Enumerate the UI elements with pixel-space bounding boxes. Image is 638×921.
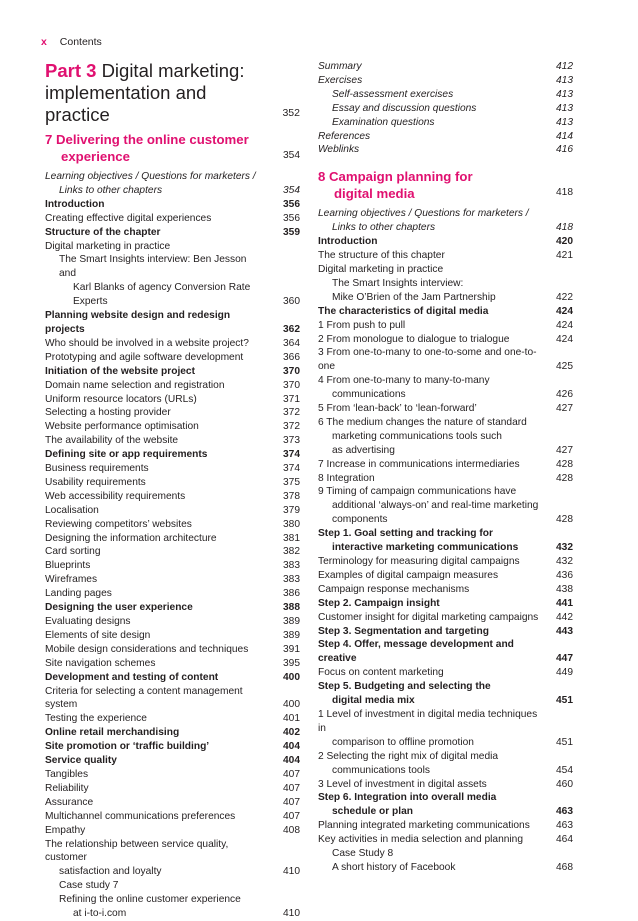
- toc-entry: [45, 726, 300, 740]
- entry-title: Reliability: [45, 782, 89, 794]
- entry-title: Step 5. Budgeting and selecting the: [318, 681, 491, 693]
- entry-page: 443: [556, 625, 573, 637]
- toc-entry: [45, 448, 300, 462]
- toc-entry: [318, 569, 573, 583]
- entry-page: 395: [283, 657, 300, 669]
- toc-entry: [45, 351, 300, 365]
- toc-entry: [318, 416, 573, 458]
- toc-entry: [318, 708, 573, 750]
- toc-entry: [45, 601, 300, 615]
- entry-title: The Smart Insights interview:: [332, 277, 464, 289]
- entry-title-continued: additional ‘always-on’ and real-time marketing: [332, 500, 539, 512]
- toc-entry: [45, 198, 300, 212]
- toc-list: [45, 170, 300, 921]
- entry-page: 427: [556, 403, 573, 415]
- entry-title: 1 Level of investment in digital media techniques in: [318, 708, 538, 734]
- entry-page: 413: [556, 88, 573, 100]
- entry-page: 425: [556, 361, 573, 373]
- entry-title: The availability of the website: [45, 435, 179, 447]
- entry-page: 424: [556, 319, 573, 331]
- entry-title: Weblinks: [318, 144, 360, 156]
- toc-entry: [318, 791, 573, 819]
- entry-title: Online retail merchandising: [45, 727, 180, 739]
- entry-title: Assurance: [45, 796, 94, 808]
- part-number: Part 3: [45, 60, 97, 81]
- entry-title: Planning website design and redesign projects: [45, 310, 231, 335]
- toc-entry: [318, 847, 573, 861]
- entry-page: 381: [283, 532, 300, 544]
- chapter-title-line2: digital media: [334, 185, 415, 201]
- entry-title: 3 From one-to-many to one-to-some and one-to-one: [318, 347, 537, 373]
- entry-page: 410: [283, 908, 300, 920]
- entry-title: Multichannel communications preferences: [45, 810, 236, 822]
- entry-title: Web accessibility requirements: [45, 490, 186, 502]
- toc-entry: [318, 102, 573, 116]
- toc-entry: [318, 485, 573, 527]
- entry-page: 416: [556, 144, 573, 156]
- toc-entry: [45, 643, 300, 657]
- entry-title: Step 3. Segmentation and targeting: [318, 625, 489, 637]
- entry-title: 3 Level of investment in digital assets: [318, 778, 487, 790]
- entry-title: Digital marketing in practice: [318, 263, 444, 275]
- entry-page: 388: [283, 602, 300, 614]
- entry-title: 2 Selecting the right mix of digital media: [318, 750, 499, 762]
- entry-title: The Smart Insights interview: Ben Jesson and: [59, 254, 247, 280]
- entry-title-continued: components: [332, 514, 388, 526]
- entry-page: 421: [556, 250, 573, 262]
- toc-entry: [45, 824, 300, 838]
- entry-title-continued: communications: [332, 389, 406, 401]
- entry-page: 447: [556, 653, 573, 665]
- toc-entry: [45, 615, 300, 629]
- entry-title: Domain name selection and registration: [45, 379, 225, 391]
- entry-title-continued: interactive marketing communications: [332, 542, 519, 554]
- entry-title: Refining the online customer experience: [59, 894, 241, 906]
- entry-page: 374: [283, 463, 300, 475]
- entry-page: 414: [556, 130, 573, 142]
- entry-page: 407: [283, 782, 300, 794]
- entry-title-continued: communications tools: [332, 764, 430, 776]
- entry-title: Designing the information architecture: [45, 532, 217, 544]
- entry-page: 407: [283, 768, 300, 780]
- toc-entry: [318, 130, 573, 144]
- entry-page: 404: [283, 755, 300, 767]
- toc-entry: [45, 559, 300, 573]
- toc-column-left: [45, 60, 300, 921]
- toc-entry: [318, 625, 573, 639]
- entry-title: 4 From one-to-many to many-to-many: [318, 375, 490, 387]
- entry-page: 407: [283, 810, 300, 822]
- entry-page: 438: [556, 583, 573, 595]
- entry-title: 7 Increase in communications intermediaries: [318, 458, 520, 470]
- entry-title-continued: marketing communications tools such: [332, 430, 502, 442]
- toc-entry: [45, 420, 300, 434]
- entry-title: Uniform resource locators (URLs): [45, 393, 197, 405]
- entry-page: 432: [556, 542, 573, 554]
- chapter-title-line1: 7 Delivering the online customer: [45, 132, 249, 147]
- entry-page: 463: [556, 820, 573, 832]
- entry-page: 354: [283, 184, 300, 196]
- toc-entry: [318, 143, 573, 157]
- entry-title: 2 From monologue to dialogue to trialogue: [318, 333, 510, 345]
- entry-title: Exercises: [318, 74, 363, 86]
- entry-page: 432: [556, 556, 573, 567]
- toc-entry: [45, 393, 300, 407]
- entry-title: Defining site or app requirements: [45, 449, 208, 461]
- entry-page: 359: [283, 226, 300, 238]
- entry-page: 449: [556, 667, 573, 679]
- entry-page: 454: [556, 764, 573, 776]
- entry-title: Introduction: [318, 236, 378, 248]
- entry-page: 383: [283, 574, 300, 586]
- entry-title: A short history of Facebook: [332, 861, 456, 873]
- toc-entry: [318, 60, 573, 74]
- toc-entry: [318, 116, 573, 130]
- entry-title: Wireframes: [45, 574, 98, 586]
- entry-title: Planning integrated marketing communications: [318, 820, 530, 832]
- toc-entry: [45, 170, 300, 198]
- toc-entry: [45, 379, 300, 393]
- part-heading: [45, 60, 300, 126]
- entry-title: Self-assessment exercises: [332, 88, 454, 100]
- entry-title: Campaign response mechanisms: [318, 583, 470, 595]
- toc-entry: [318, 472, 573, 486]
- entry-title: Evaluating designs: [45, 616, 131, 627]
- entry-page: 426: [556, 389, 573, 401]
- toc-entry: [45, 796, 300, 810]
- entry-title: 6 The medium changes the nature of standard: [318, 416, 527, 428]
- part-page: 352: [282, 107, 300, 119]
- toc-entry: [318, 235, 573, 249]
- entry-page: 436: [556, 569, 573, 581]
- entry-title-continued: as advertising: [332, 444, 395, 456]
- entry-title: 8 Integration: [318, 472, 375, 484]
- toc-entry: [318, 750, 573, 778]
- entry-title: Mike O’Brien of the Jam Partnership: [332, 291, 496, 303]
- entry-title: 1 From push to pull: [318, 319, 406, 331]
- entry-title: Essay and discussion questions: [332, 102, 477, 114]
- chapter-page: 418: [556, 186, 573, 198]
- entry-page: 441: [556, 597, 573, 609]
- entry-page: 413: [556, 74, 573, 86]
- toc-entry: [45, 754, 300, 768]
- chapter-page: 354: [283, 149, 300, 161]
- entry-title: Learning objectives / Questions for marketers /: [45, 171, 256, 182]
- toc-entry: [45, 838, 300, 880]
- entry-page: 428: [556, 458, 573, 470]
- entry-page: 420: [556, 236, 573, 248]
- entry-page: 407: [283, 796, 300, 808]
- entry-page: 356: [283, 212, 300, 224]
- toc-entry: [45, 545, 300, 559]
- toc-entry: [318, 291, 573, 305]
- entry-page: 451: [556, 695, 573, 707]
- entry-title: The characteristics of digital media: [318, 305, 489, 317]
- toc-entry: [45, 462, 300, 476]
- entry-title: Localisation: [45, 504, 99, 516]
- toc-entry: [45, 782, 300, 796]
- entry-page: 412: [556, 61, 573, 72]
- entry-page: 413: [556, 102, 573, 114]
- entry-title: Business requirements: [45, 463, 149, 475]
- entry-page: 428: [556, 514, 573, 526]
- entry-title: Step 6. Integration into overall media: [318, 792, 497, 804]
- entry-title: The structure of this chapter: [318, 250, 445, 262]
- entry-page: 463: [556, 806, 573, 818]
- entry-page: 383: [283, 560, 300, 572]
- toc-column-right: [318, 60, 573, 875]
- entry-page: 364: [283, 337, 300, 349]
- toc-entry: [45, 657, 300, 671]
- entry-title: Introduction: [45, 198, 105, 210]
- entry-page: 366: [283, 351, 300, 363]
- entry-title: Step 4. Offer, message development and creative: [318, 639, 514, 665]
- toc-entry: [45, 226, 300, 240]
- chapter-heading: [45, 132, 300, 165]
- entry-title: Initiation of the website project: [45, 365, 195, 377]
- entry-title: Key activities in media selection and planning: [318, 834, 524, 846]
- toc-entry: [45, 573, 300, 587]
- entry-page: 410: [283, 866, 300, 878]
- toc-list: [318, 60, 573, 157]
- entry-page: 424: [556, 305, 573, 317]
- entry-page: 371: [283, 393, 300, 405]
- entry-page: 460: [556, 778, 573, 790]
- toc-entry: [45, 893, 300, 921]
- entry-page: 400: [283, 699, 300, 711]
- entry-title-continued: digital media mix: [332, 695, 415, 707]
- toc-entry: [45, 476, 300, 490]
- entry-title: Usability requirements: [45, 476, 146, 488]
- entry-page: 380: [283, 518, 300, 530]
- entry-page: 427: [556, 444, 573, 456]
- toc-entry: [318, 305, 573, 319]
- entry-title: Case Study 8: [332, 848, 394, 860]
- running-header: [41, 36, 102, 48]
- entry-page: 451: [556, 736, 573, 748]
- entry-page: 428: [556, 472, 573, 484]
- entry-page: 356: [283, 198, 300, 210]
- toc-entry: [318, 402, 573, 416]
- entry-title: Who should be involved in a website project?: [45, 337, 249, 349]
- toc-entry: [45, 309, 300, 337]
- part-title: Digital marketing: implementation and practice: [45, 60, 245, 125]
- toc-entry: [45, 740, 300, 754]
- toc-entry: [318, 88, 573, 102]
- entry-page: 389: [283, 629, 300, 641]
- entry-title: Empathy: [45, 824, 86, 836]
- entry-page: 400: [283, 671, 300, 683]
- toc-entry: [45, 504, 300, 518]
- entry-title-continued: satisfaction and loyalty: [59, 866, 162, 878]
- toc-entry: [318, 346, 573, 374]
- entry-page: 372: [283, 407, 300, 419]
- entry-title: Creating effective digital experiences: [45, 212, 212, 224]
- toc-entry: [45, 532, 300, 546]
- entry-title: Website performance optimisation: [45, 421, 199, 433]
- entry-page: 408: [283, 824, 300, 836]
- entry-page: 391: [283, 643, 300, 655]
- entry-title: Structure of the chapter: [45, 226, 161, 238]
- entry-title: Landing pages: [45, 588, 112, 600]
- entry-page: 468: [556, 861, 573, 873]
- entry-title: Reviewing competitors’ websites: [45, 518, 192, 530]
- toc-entry: [45, 337, 300, 351]
- entry-title-continued: Karl Blanks of agency Conversion Rate Experts: [73, 282, 251, 308]
- entry-title: Elements of site design: [45, 629, 151, 641]
- entry-title-continued: comparison to offline promotion: [332, 736, 474, 748]
- entry-title: Customer insight for digital marketing campaigns: [318, 611, 539, 623]
- toc-entry: [318, 555, 573, 569]
- toc-entry: [318, 527, 573, 555]
- toc-entry: [45, 768, 300, 782]
- entry-page: 375: [283, 476, 300, 488]
- entry-title: Criteria for selecting a content management system: [45, 685, 243, 711]
- toc-entry: [318, 638, 573, 666]
- toc-entry: [318, 666, 573, 680]
- toc-entry: [318, 333, 573, 347]
- entry-page: 402: [283, 727, 300, 739]
- toc-entry: [318, 319, 573, 333]
- entry-title-continued: Links to other chapters: [59, 184, 163, 196]
- entry-page: 413: [556, 116, 573, 128]
- toc-entry: [318, 74, 573, 88]
- entry-page: 370: [283, 379, 300, 391]
- page-number: x: [41, 36, 47, 48]
- toc-entry: [45, 587, 300, 601]
- toc-entry: [45, 365, 300, 379]
- toc-entry: [45, 518, 300, 532]
- toc-entry: [45, 671, 300, 685]
- entry-title: Site promotion or ‘traffic building’: [45, 741, 210, 753]
- entry-title: Digital marketing in practice: [45, 240, 171, 252]
- toc-entry: [45, 406, 300, 420]
- entry-page: 404: [283, 741, 300, 753]
- entry-page: 382: [283, 546, 300, 558]
- entry-title: Learning objectives / Questions for marketers /: [318, 208, 529, 220]
- toc-entry: [318, 833, 573, 847]
- toc-entry: [318, 611, 573, 625]
- entry-title: Prototyping and agile software development: [45, 351, 244, 363]
- entry-title: Step 1. Goal setting and tracking for: [318, 528, 493, 540]
- entry-title: Case study 7: [59, 880, 119, 892]
- toc-entry: [45, 240, 300, 254]
- toc-entry: [318, 207, 573, 235]
- entry-title: Service quality: [45, 755, 117, 767]
- entry-title: Testing the experience: [45, 713, 147, 725]
- entry-page: 374: [283, 449, 300, 461]
- toc-entry: [45, 712, 300, 726]
- entry-page: 362: [283, 323, 300, 335]
- entry-title: Step 2. Campaign insight: [318, 597, 440, 609]
- toc-entry: [45, 253, 300, 309]
- toc-entry: [318, 374, 573, 402]
- entry-title-continued: schedule or plan: [332, 806, 413, 818]
- entry-page: 360: [283, 296, 300, 308]
- entry-title: Examination questions: [332, 116, 435, 128]
- toc-entry: [318, 680, 573, 708]
- entry-page: 373: [283, 435, 300, 447]
- entry-title: The relationship between service quality, customer: [45, 838, 229, 864]
- entry-page: 389: [283, 616, 300, 627]
- toc-entry: [45, 629, 300, 643]
- toc-entry: [45, 490, 300, 504]
- toc-entry: [318, 249, 573, 263]
- header-title: Contents: [59, 36, 102, 48]
- entry-title: Focus on content marketing: [318, 667, 444, 679]
- toc-entry: [45, 879, 300, 893]
- entry-page: 379: [283, 504, 300, 516]
- entry-page: 424: [556, 333, 573, 345]
- entry-title: Site navigation schemes: [45, 657, 156, 669]
- toc-entry: [318, 583, 573, 597]
- entry-title: 9 Timing of campaign communications have: [318, 486, 517, 498]
- toc-entry: [318, 263, 573, 277]
- chapter-title-line1: 8 Campaign planning for: [318, 169, 473, 185]
- entry-page: 418: [556, 222, 573, 234]
- entry-title: Examples of digital campaign measures: [318, 569, 499, 581]
- entry-title: 5 From ‘lean-back’ to ‘lean-forward’: [318, 403, 477, 415]
- entry-page: 370: [283, 365, 300, 377]
- entry-title: Mobile design considerations and techniques: [45, 643, 249, 655]
- entry-title: Development and testing of content: [45, 671, 219, 683]
- entry-page: 464: [556, 834, 573, 846]
- toc-list: [318, 207, 573, 875]
- toc-entry: [318, 778, 573, 792]
- entry-title: Tangibles: [45, 768, 89, 780]
- entry-page: 372: [283, 421, 300, 433]
- entry-title: Designing the user experience: [45, 602, 193, 614]
- toc-entry: [318, 861, 573, 875]
- entry-page: 378: [283, 490, 300, 502]
- entry-page: 386: [283, 588, 300, 600]
- entry-page: 401: [283, 713, 300, 725]
- entry-page: 442: [556, 611, 573, 623]
- entry-title-continued: at i-to-i.com: [73, 908, 127, 920]
- toc-entry: [318, 819, 573, 833]
- chapter-title-line2: experience: [61, 148, 130, 164]
- entry-title: Blueprints: [45, 560, 91, 572]
- chapter-heading: [318, 169, 573, 202]
- entry-title: Summary: [318, 61, 362, 72]
- entry-title: Selecting a hosting provider: [45, 407, 171, 419]
- entry-title: Terminology for measuring digital campaigns: [318, 556, 520, 567]
- toc-entry: [318, 458, 573, 472]
- toc-entry: [318, 277, 573, 291]
- toc-entry: [318, 597, 573, 611]
- toc-entry: [45, 685, 300, 713]
- toc-entry: [45, 212, 300, 226]
- entry-page: 422: [556, 291, 573, 303]
- entry-title: Card sorting: [45, 546, 101, 558]
- entry-title-continued: Links to other chapters: [332, 222, 436, 234]
- toc-entry: [45, 810, 300, 824]
- toc-entry: [45, 434, 300, 448]
- entry-title: References: [318, 130, 371, 142]
